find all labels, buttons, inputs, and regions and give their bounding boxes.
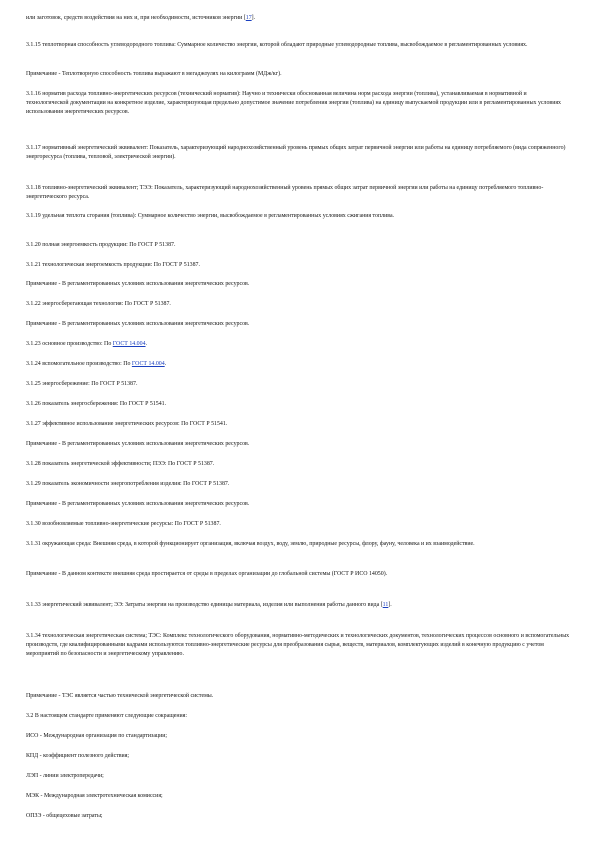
paragraph — [26, 14, 570, 23]
paragraph — [26, 601, 570, 610]
paragraph — [26, 792, 570, 801]
paragraph — [26, 570, 570, 579]
paragraph-text: 3.1.17 нормативный энергетический эквивалент: Показатель, характеризующий народнохозяйственный уровень прямых общих затрат первичной энергии или работы на единицу потребляемого (вида сопряженного) энергоресурса (топлива, тепловой, электрической энергии). — [26, 145, 566, 160]
paragraph-text: 3.1.21 технологическая энергоемкость продукции: По ГОСТ Р 51387. — [26, 262, 200, 268]
paragraph — [26, 460, 570, 469]
paragraph-text: 3.1.20 полная энергоемкость продукции: По ГОСТ Р 51387. — [26, 242, 176, 248]
paragraph — [26, 184, 570, 202]
paragraph — [26, 520, 570, 529]
paragraph — [26, 144, 570, 162]
paragraph-text: Примечание - В регламентированных условиях использования энергетических ресурсов. — [26, 441, 250, 447]
paragraph-text: 3.1.25 энергосбережение: По ГОСТ Р 51387. — [26, 381, 138, 387]
paragraph — [26, 90, 570, 117]
paragraph — [26, 261, 570, 270]
paragraph — [26, 400, 570, 409]
paragraph — [26, 320, 570, 329]
paragraph — [26, 41, 570, 50]
paragraph-text: 3.1.28 показатель энергетической эффективности; ПЭЭ: По ГОСТ Р 51387. — [26, 461, 215, 467]
paragraph-text: 3.1.33 энергетический эквивалент; ЭЭ: Затраты энергии на производство единицы материала, изделия или выполнения работы данного вида [ — [26, 602, 383, 608]
paragraph — [26, 300, 570, 309]
paragraph-text: 3.1.15 теплотворная способность углеводородного топлива: Суммарное количество энергии, которой обладают природные углеводородные топлива, высвобождаемое в регламентированных условиях. — [26, 42, 528, 48]
paragraph-text: Примечание - В регламентированных условиях использования энергетических ресурсов. — [26, 501, 250, 507]
paragraph-text: 3.1.30 возобновляемые топливно-энергетические ресурсы: По ГОСТ Р 51387. — [26, 521, 221, 527]
paragraph — [26, 692, 570, 701]
paragraph — [26, 500, 570, 509]
paragraph — [26, 440, 570, 449]
paragraph-text: КПД - коэффициент полезного действия; — [26, 753, 130, 759]
paragraph-text: 3.1.31 окружающая среда: Внешняя среда, в которой функционирует организация, включая воздух, воду, землю, природные ресурсы, флору, фауну, человека и их взаимодействие. — [26, 541, 475, 547]
paragraph — [26, 420, 570, 429]
paragraph — [26, 212, 570, 221]
paragraph-text: 3.1.23 основное производство: По — [26, 341, 113, 347]
paragraph-text: ]. — [251, 15, 256, 21]
reference-link[interactable]: 17 — [245, 15, 252, 21]
paragraph — [26, 712, 570, 721]
paragraph-text: . — [164, 361, 167, 367]
paragraph — [26, 70, 570, 79]
paragraph-text: 3.1.34 технологическая энергетическая система; ТЭС: Комплекс технологического оборудования, нормативно-методических и технологических документов, технологических процессов основного и вспомогательных производств, где квалифицированными кадрами используются топливно-энергетические ресурсы для преобразования сырья, веществ, материалов, комплектующих изделий в конечную продукцию с учетом мероприятий по безопасности и энергетическому управлению. — [26, 633, 570, 657]
paragraph-text: 3.1.22 энергосберегающая технология: По ГОСТ Р 51387. — [26, 301, 171, 307]
paragraph — [26, 360, 570, 369]
paragraph-text: 3.2 В настоящем стандарте применяют следующие сокращения: — [26, 713, 187, 719]
paragraph-text: МЭК - Международная электротехническая комиссия; — [26, 793, 163, 799]
reference-link[interactable]: 11 — [382, 602, 389, 608]
paragraph — [26, 732, 570, 741]
paragraph-text: Примечание - ТЭС является частью технической энергетической системы. — [26, 693, 214, 699]
paragraph — [26, 752, 570, 761]
paragraph-text: Примечание - В регламентированных условиях использования энергетических ресурсов. — [26, 281, 250, 287]
paragraph-text: 3.1.26 показатель энергосбережения: По ГОСТ Р 51541. — [26, 401, 167, 407]
paragraph-text: 3.1.19 удельная теплота сгорания (топлива): Суммарное количество энергии, высвобождаемое в регламентированных условиях сжигания топлива. — [26, 213, 395, 219]
paragraph — [26, 772, 570, 781]
paragraph-text: или заготовок, средств воздействия на них и, при необходимости, источников энергии [ — [26, 15, 246, 21]
paragraph — [26, 241, 570, 250]
reference-link[interactable]: ГОСТ 14.004 — [131, 361, 165, 367]
paragraph — [26, 480, 570, 489]
paragraph-text: ЛЭП - линии электропередачи; — [26, 773, 104, 779]
paragraph-text: ОПЗЭ - общецеховые затраты; — [26, 813, 103, 819]
paragraph — [26, 280, 570, 289]
paragraph-text: 3.1.29 показатель экономичности энергопотребления изделия: По ГОСТ Р 51387. — [26, 481, 230, 487]
reference-link[interactable]: ГОСТ 14.004 — [112, 341, 146, 347]
paragraph — [26, 380, 570, 389]
paragraph — [26, 812, 570, 821]
paragraph — [26, 632, 570, 659]
paragraph — [26, 340, 570, 349]
paragraph — [26, 540, 570, 549]
paragraph-text: ИСО - Международная организация по стандартизации; — [26, 733, 168, 739]
paragraph-text: 3.1.18 топливно-энергетический эквивалент; ТЭЭ: Показатель, характеризующий народнохозяйственный уровень прямых общих затрат первичной энергии или работы на единицу потребляемого топливно-энергетического ресурса. — [26, 185, 544, 200]
paragraph-text: Примечание - В регламентированных условиях использования энергетических ресурсов. — [26, 321, 250, 327]
paragraph-text: Примечание - В данном контексте внешняя среда простирается от среды в пределах организации до глобальной системы (ГОСТ Р ИСО 14050). — [26, 571, 388, 577]
paragraph-text: . — [145, 341, 148, 347]
paragraph-text: 3.1.16 норматив расхода топливно-энергетических ресурсов (технический норматив): Научно и технически обоснованная величина норм расхода энергии (топлива), устанавливаемая в нормативной и технологической документации на конкретное изделие, характеризующая предельно допустимое значение потребления энергии (топлива) на единицу выпускаемой продукции или в регламентированных условиях использования энергетических ресурсов. — [26, 91, 561, 115]
paragraph-text: 3.1.27 эффективное использование энергетических ресурсов: По ГОСТ Р 51541. — [26, 421, 228, 427]
paragraph-text: 3.1.24 вспомогательное производство: По — [26, 361, 132, 367]
paragraph-text: Примечание - Теплотворную способность топлива выражают в мегаджоулях на килограмм (МДж/кг). — [26, 71, 282, 77]
paragraph-text: ]. — [388, 602, 392, 608]
